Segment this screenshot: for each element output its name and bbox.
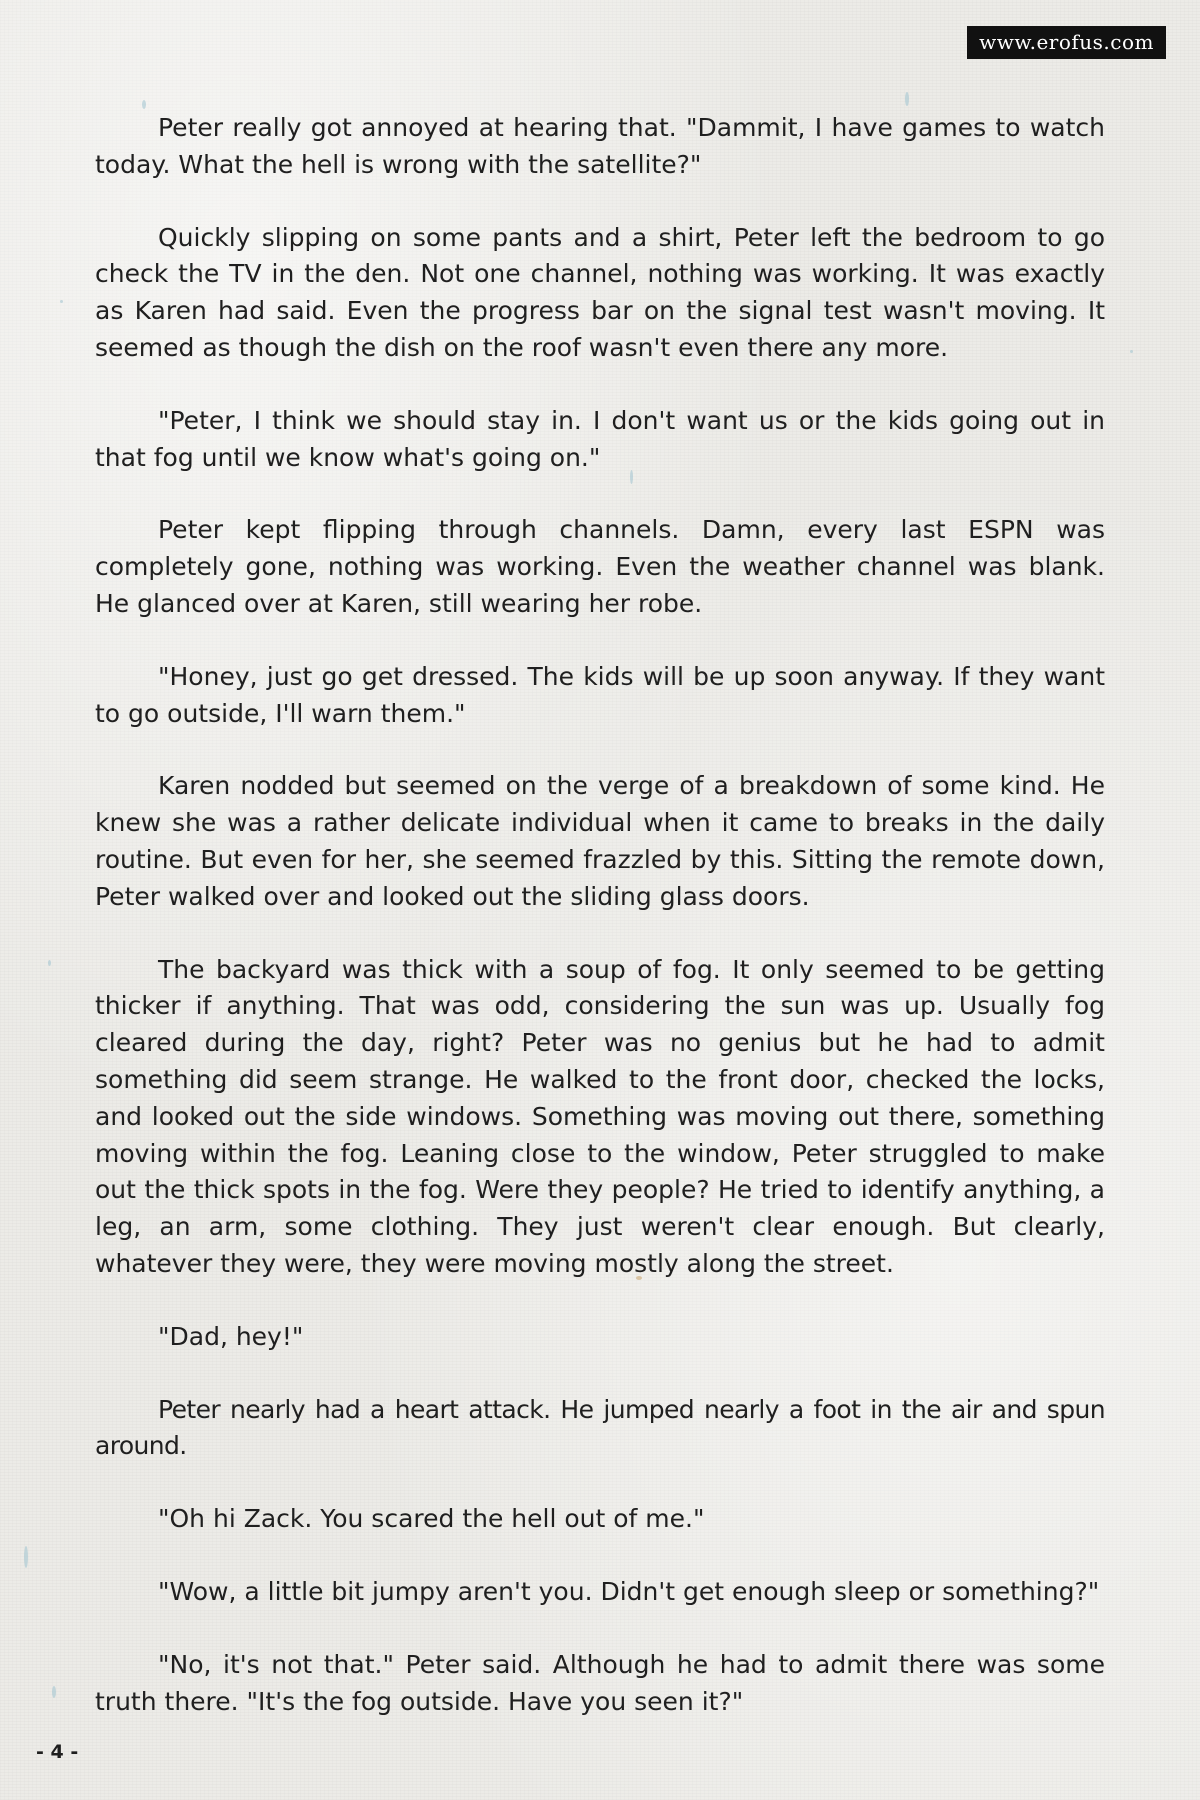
paragraph-8: "Dad, hey!" (158, 1321, 304, 1351)
paper-speck (24, 1546, 28, 1568)
paper-speck (48, 960, 51, 966)
paragraph-3: "Peter, I think we should stay in. I don't want us or the kids going out in that fog until we know what's going on." (95, 405, 1105, 472)
watermark: www.erofus.com (967, 26, 1166, 59)
paper-speck (142, 100, 146, 109)
paper-speck (1130, 350, 1133, 353)
paragraph-1: Peter really got annoyed at hearing that. "Dammit, I have games to watch today. What the hell is wrong with the satellite?" (95, 113, 1105, 179)
story-text (95, 110, 1105, 1756)
paper-speck (60, 300, 63, 303)
paragraph-10: "Oh hi Zack. You scared the hell out of me." (158, 1504, 705, 1534)
paragraph-5: "Honey, just go get dressed. The kids will be up soon anyway. If they want to go outside, I'll warn them." (95, 661, 1105, 728)
page-number: - 4 - (36, 1741, 79, 1763)
paper-speck (52, 1686, 56, 1698)
paragraph-12: "No, it's not that." Peter said. Although he had to admit there was some truth there. "It's the fog outside. Have you seen it?" (95, 1649, 1105, 1716)
paragraph-9: Peter nearly had a heart attack. He jumped nearly a foot in the air and spun around. (95, 1394, 1105, 1461)
paragraph-11: "Wow, a little bit jumpy aren't you. Didn't get enough sleep or something?" (158, 1576, 1100, 1606)
paragraph-7: The backyard was thick with a soup of fog. It only seemed to be getting thicker if anything. That was odd, considering the sun was up. Usually fog cleared during the day, right? Peter was no genius but he had to admit something did seem strange. He walked to the front door, checked the locks, and looked out the side windows. Something was moving out there, something moving within the fog. Leaning close to the window, Peter struggled to make out the thick spots in the fog. Were they people? He tried to identify anything, a leg, an arm, some clothing. They just weren't clear enough. But clearly, whatever they were, they were moving mostly along the street. (95, 954, 1105, 1278)
paper-speck (905, 92, 909, 106)
paragraph-6: Karen nodded but seemed on the verge of a breakdown of some kind. He knew she was a rather delicate individual when it came to breaks in the daily routine. But even for her, she seemed frazzled by this. Sitting the remote down, Peter walked over and looked out the sliding glass doors. (95, 771, 1105, 911)
paragraph-2: Quickly slipping on some pants and a shirt, Peter left the bedroom to go check the TV in the den. Not one channel, nothing was working. It was exactly as Karen had said. Even the progress bar on the signal test wasn't moving. It seemed as though the dish on the roof wasn't even there any more. (95, 222, 1105, 362)
paragraph-4: Peter kept flipping through channels. Damn, every last ESPN was completely gone, nothing was working. Even the weather channel was blank. He glanced over at Karen, still wearing her robe. (95, 515, 1105, 618)
